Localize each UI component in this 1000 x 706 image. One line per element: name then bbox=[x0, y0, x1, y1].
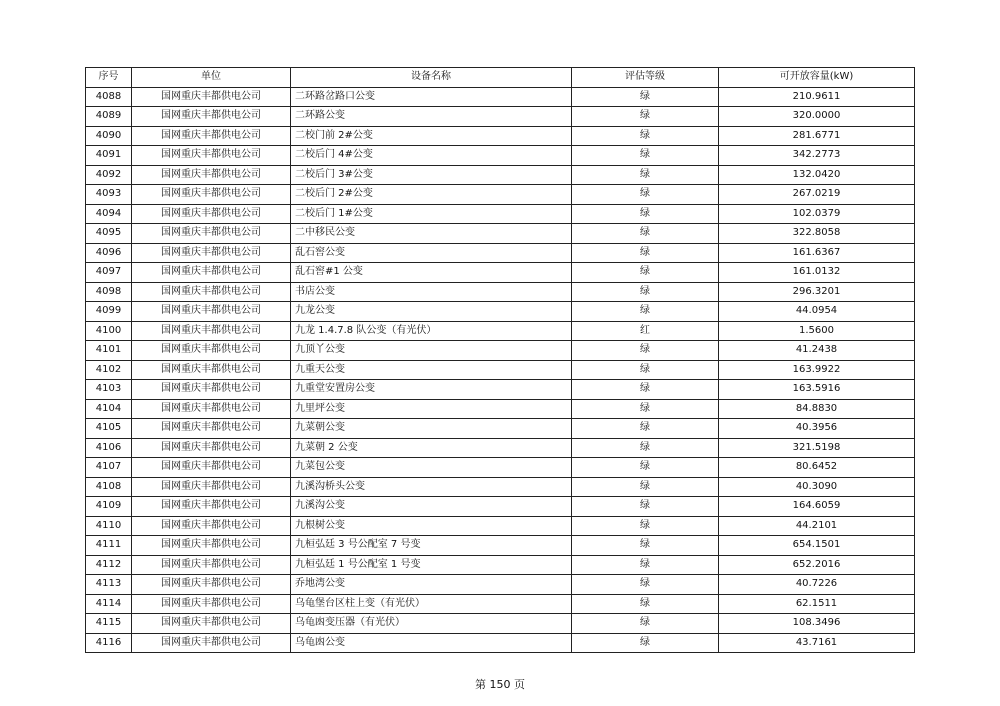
cell-capacity: 321.5198 bbox=[719, 438, 915, 458]
cell-grade: 红 bbox=[572, 321, 719, 341]
header-device-name: 设备名称 bbox=[291, 68, 572, 88]
cell-seq: 4112 bbox=[86, 555, 132, 575]
cell-unit: 国网重庆丰都供电公司 bbox=[132, 146, 291, 166]
cell-unit: 国网重庆丰都供电公司 bbox=[132, 165, 291, 185]
cell-grade: 绿 bbox=[572, 594, 719, 614]
cell-grade: 绿 bbox=[572, 87, 719, 107]
table-row bbox=[86, 419, 915, 439]
cell-device-name: 九龙 1.4.7.8 队公变（有光伏） bbox=[291, 321, 572, 341]
cell-device-name: 二校后门 3#公变 bbox=[291, 165, 572, 185]
cell-seq: 4108 bbox=[86, 477, 132, 497]
cell-capacity: 41.2438 bbox=[719, 341, 915, 361]
cell-grade: 绿 bbox=[572, 146, 719, 166]
cell-grade: 绿 bbox=[572, 126, 719, 146]
cell-capacity: 1.5600 bbox=[719, 321, 915, 341]
cell-capacity: 102.0379 bbox=[719, 204, 915, 224]
table-row bbox=[86, 380, 915, 400]
cell-capacity: 44.0954 bbox=[719, 302, 915, 322]
cell-seq: 4092 bbox=[86, 165, 132, 185]
table-row bbox=[86, 263, 915, 283]
cell-grade: 绿 bbox=[572, 438, 719, 458]
cell-seq: 4110 bbox=[86, 516, 132, 536]
cell-device-name: 九根树公变 bbox=[291, 516, 572, 536]
cell-device-name: 九重天公变 bbox=[291, 360, 572, 380]
cell-unit: 国网重庆丰都供电公司 bbox=[132, 536, 291, 556]
cell-unit: 国网重庆丰都供电公司 bbox=[132, 224, 291, 244]
cell-device-name: 九里坪公变 bbox=[291, 399, 572, 419]
cell-grade: 绿 bbox=[572, 575, 719, 595]
cell-unit: 国网重庆丰都供电公司 bbox=[132, 497, 291, 517]
cell-seq: 4093 bbox=[86, 185, 132, 205]
cell-unit: 国网重庆丰都供电公司 bbox=[132, 399, 291, 419]
cell-capacity: 84.8830 bbox=[719, 399, 915, 419]
cell-seq: 4100 bbox=[86, 321, 132, 341]
cell-seq: 4104 bbox=[86, 399, 132, 419]
cell-device-name: 二环路岔路口公变 bbox=[291, 87, 572, 107]
cell-seq: 4091 bbox=[86, 146, 132, 166]
cell-device-name: 九桓弘廷 1 号公配室 1 号变 bbox=[291, 555, 572, 575]
cell-device-name: 二校后门 2#公变 bbox=[291, 185, 572, 205]
cell-seq: 4094 bbox=[86, 204, 132, 224]
table-header-row bbox=[86, 68, 915, 88]
table-row bbox=[86, 146, 915, 166]
cell-grade: 绿 bbox=[572, 497, 719, 517]
table-row bbox=[86, 438, 915, 458]
table-row bbox=[86, 575, 915, 595]
cell-device-name: 九龙公变 bbox=[291, 302, 572, 322]
table-row bbox=[86, 360, 915, 380]
cell-unit: 国网重庆丰都供电公司 bbox=[132, 575, 291, 595]
cell-unit: 国网重庆丰都供电公司 bbox=[132, 282, 291, 302]
cell-grade: 绿 bbox=[572, 185, 719, 205]
cell-seq: 4095 bbox=[86, 224, 132, 244]
cell-device-name: 乌龟凼公变 bbox=[291, 633, 572, 653]
cell-capacity: 44.2101 bbox=[719, 516, 915, 536]
cell-capacity: 164.6059 bbox=[719, 497, 915, 517]
cell-unit: 国网重庆丰都供电公司 bbox=[132, 594, 291, 614]
table-row bbox=[86, 516, 915, 536]
cell-capacity: 322.8058 bbox=[719, 224, 915, 244]
cell-capacity: 654.1501 bbox=[719, 536, 915, 556]
cell-device-name: 二校后门 1#公变 bbox=[291, 204, 572, 224]
cell-grade: 绿 bbox=[572, 107, 719, 127]
cell-unit: 国网重庆丰都供电公司 bbox=[132, 633, 291, 653]
cell-device-name: 乱石窖公变 bbox=[291, 243, 572, 263]
cell-device-name: 乌龟凼变压器（有光伏） bbox=[291, 614, 572, 634]
cell-grade: 绿 bbox=[572, 633, 719, 653]
table-row bbox=[86, 399, 915, 419]
cell-capacity: 62.1511 bbox=[719, 594, 915, 614]
cell-seq: 4114 bbox=[86, 594, 132, 614]
cell-device-name: 二环路公变 bbox=[291, 107, 572, 127]
cell-device-name: 九顶丫公变 bbox=[291, 341, 572, 361]
cell-unit: 国网重庆丰都供电公司 bbox=[132, 458, 291, 478]
cell-seq: 4089 bbox=[86, 107, 132, 127]
cell-unit: 国网重庆丰都供电公司 bbox=[132, 438, 291, 458]
cell-device-name: 九重堂安置房公变 bbox=[291, 380, 572, 400]
table-row bbox=[86, 477, 915, 497]
cell-unit: 国网重庆丰都供电公司 bbox=[132, 419, 291, 439]
cell-unit: 国网重庆丰都供电公司 bbox=[132, 555, 291, 575]
cell-grade: 绿 bbox=[572, 204, 719, 224]
cell-unit: 国网重庆丰都供电公司 bbox=[132, 243, 291, 263]
cell-device-name: 九溪沟桥头公变 bbox=[291, 477, 572, 497]
cell-seq: 4107 bbox=[86, 458, 132, 478]
cell-unit: 国网重庆丰都供电公司 bbox=[132, 107, 291, 127]
cell-grade: 绿 bbox=[572, 224, 719, 244]
table-row bbox=[86, 126, 915, 146]
cell-device-name: 九菜包公变 bbox=[291, 458, 572, 478]
cell-grade: 绿 bbox=[572, 165, 719, 185]
cell-seq: 4113 bbox=[86, 575, 132, 595]
cell-unit: 国网重庆丰都供电公司 bbox=[132, 360, 291, 380]
cell-grade: 绿 bbox=[572, 243, 719, 263]
cell-device-name: 书店公变 bbox=[291, 282, 572, 302]
table-row bbox=[86, 204, 915, 224]
cell-grade: 绿 bbox=[572, 555, 719, 575]
cell-capacity: 108.3496 bbox=[719, 614, 915, 634]
table-row bbox=[86, 87, 915, 107]
cell-unit: 国网重庆丰都供电公司 bbox=[132, 341, 291, 361]
table-row bbox=[86, 185, 915, 205]
cell-grade: 绿 bbox=[572, 302, 719, 322]
cell-grade: 绿 bbox=[572, 380, 719, 400]
cell-capacity: 296.3201 bbox=[719, 282, 915, 302]
table-row bbox=[86, 341, 915, 361]
cell-seq: 4102 bbox=[86, 360, 132, 380]
table-body bbox=[86, 87, 915, 653]
cell-seq: 4088 bbox=[86, 87, 132, 107]
cell-unit: 国网重庆丰都供电公司 bbox=[132, 87, 291, 107]
table-row bbox=[86, 302, 915, 322]
table-row bbox=[86, 165, 915, 185]
cell-device-name: 二校后门 4#公变 bbox=[291, 146, 572, 166]
cell-grade: 绿 bbox=[572, 516, 719, 536]
cell-unit: 国网重庆丰都供电公司 bbox=[132, 516, 291, 536]
cell-unit: 国网重庆丰都供电公司 bbox=[132, 477, 291, 497]
cell-capacity: 43.7161 bbox=[719, 633, 915, 653]
cell-capacity: 132.0420 bbox=[719, 165, 915, 185]
cell-capacity: 40.3956 bbox=[719, 419, 915, 439]
cell-unit: 国网重庆丰都供电公司 bbox=[132, 321, 291, 341]
cell-grade: 绿 bbox=[572, 419, 719, 439]
cell-capacity: 40.3090 bbox=[719, 477, 915, 497]
cell-capacity: 161.0132 bbox=[719, 263, 915, 283]
cell-unit: 国网重庆丰都供电公司 bbox=[132, 380, 291, 400]
cell-grade: 绿 bbox=[572, 399, 719, 419]
cell-device-name: 二校门前 2#公变 bbox=[291, 126, 572, 146]
table-row bbox=[86, 555, 915, 575]
cell-seq: 4099 bbox=[86, 302, 132, 322]
table-row bbox=[86, 594, 915, 614]
table-row bbox=[86, 321, 915, 341]
cell-unit: 国网重庆丰都供电公司 bbox=[132, 263, 291, 283]
cell-capacity: 342.2773 bbox=[719, 146, 915, 166]
table-row bbox=[86, 224, 915, 244]
cell-device-name: 乔地湾公变 bbox=[291, 575, 572, 595]
table-row bbox=[86, 614, 915, 634]
cell-unit: 国网重庆丰都供电公司 bbox=[132, 302, 291, 322]
cell-grade: 绿 bbox=[572, 341, 719, 361]
cell-unit: 国网重庆丰都供电公司 bbox=[132, 204, 291, 224]
cell-grade: 绿 bbox=[572, 263, 719, 283]
table-row bbox=[86, 536, 915, 556]
cell-capacity: 267.0219 bbox=[719, 185, 915, 205]
header-seq: 序号 bbox=[86, 68, 132, 88]
cell-seq: 4115 bbox=[86, 614, 132, 634]
table-row bbox=[86, 497, 915, 517]
cell-seq: 4090 bbox=[86, 126, 132, 146]
table-row bbox=[86, 243, 915, 263]
cell-device-name: 九桓弘廷 3 号公配室 7 号变 bbox=[291, 536, 572, 556]
cell-device-name: 乌龟堡台区柱上变（有光伏） bbox=[291, 594, 572, 614]
table-row bbox=[86, 633, 915, 653]
page-number: 第 150 页 bbox=[475, 678, 525, 691]
cell-seq: 4109 bbox=[86, 497, 132, 517]
capacity-table bbox=[85, 67, 915, 653]
cell-capacity: 281.6771 bbox=[719, 126, 915, 146]
cell-seq: 4098 bbox=[86, 282, 132, 302]
cell-unit: 国网重庆丰都供电公司 bbox=[132, 614, 291, 634]
cell-grade: 绿 bbox=[572, 458, 719, 478]
cell-seq: 4106 bbox=[86, 438, 132, 458]
cell-capacity: 161.6367 bbox=[719, 243, 915, 263]
table-row bbox=[86, 458, 915, 478]
cell-device-name: 二中移民公变 bbox=[291, 224, 572, 244]
cell-capacity: 652.2016 bbox=[719, 555, 915, 575]
cell-unit: 国网重庆丰都供电公司 bbox=[132, 185, 291, 205]
cell-unit: 国网重庆丰都供电公司 bbox=[132, 126, 291, 146]
cell-grade: 绿 bbox=[572, 282, 719, 302]
cell-seq: 4096 bbox=[86, 243, 132, 263]
cell-seq: 4101 bbox=[86, 341, 132, 361]
cell-device-name: 九菜朝公变 bbox=[291, 419, 572, 439]
table-row bbox=[86, 107, 915, 127]
cell-capacity: 163.5916 bbox=[719, 380, 915, 400]
cell-grade: 绿 bbox=[572, 536, 719, 556]
cell-capacity: 320.0000 bbox=[719, 107, 915, 127]
cell-grade: 绿 bbox=[572, 614, 719, 634]
cell-grade: 绿 bbox=[572, 477, 719, 497]
header-grade: 评估等级 bbox=[572, 68, 719, 88]
table-row bbox=[86, 282, 915, 302]
cell-capacity: 163.9922 bbox=[719, 360, 915, 380]
cell-seq: 4111 bbox=[86, 536, 132, 556]
header-unit: 单位 bbox=[132, 68, 291, 88]
cell-device-name: 九菜朝 2 公变 bbox=[291, 438, 572, 458]
cell-seq: 4103 bbox=[86, 380, 132, 400]
cell-capacity: 40.7226 bbox=[719, 575, 915, 595]
cell-seq: 4097 bbox=[86, 263, 132, 283]
cell-capacity: 210.9611 bbox=[719, 87, 915, 107]
cell-seq: 4116 bbox=[86, 633, 132, 653]
cell-grade: 绿 bbox=[572, 360, 719, 380]
cell-capacity: 80.6452 bbox=[719, 458, 915, 478]
header-capacity: 可开放容量(kW) bbox=[719, 68, 915, 88]
cell-device-name: 九溪沟公变 bbox=[291, 497, 572, 517]
cell-device-name: 乱石窖#1 公变 bbox=[291, 263, 572, 283]
cell-seq: 4105 bbox=[86, 419, 132, 439]
